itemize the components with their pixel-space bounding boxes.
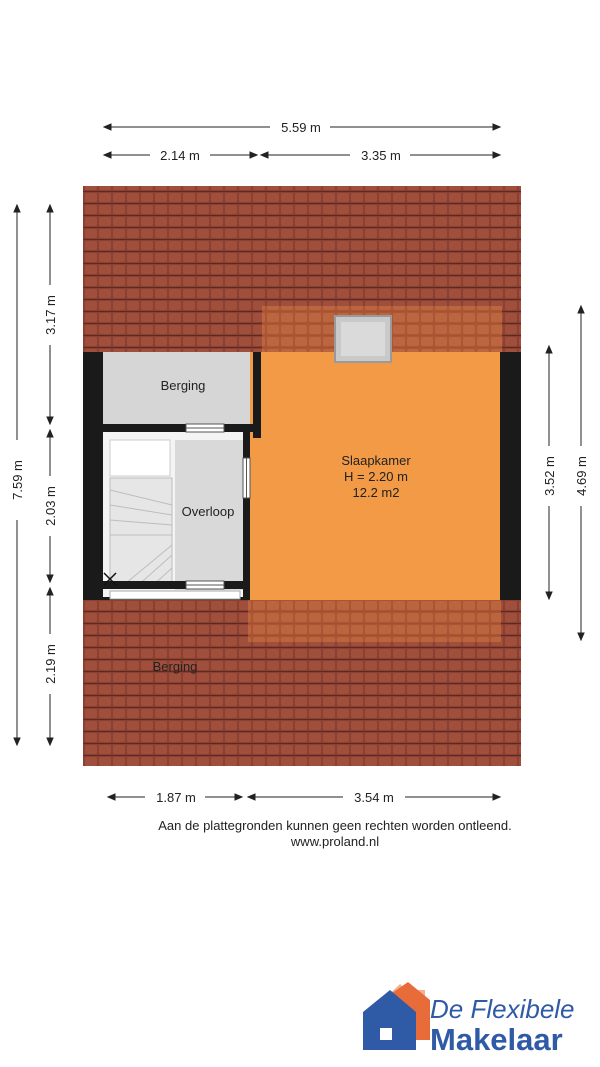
wall-left [83, 352, 103, 600]
roof-bottom-orange [248, 600, 501, 642]
dim-top-left [104, 148, 257, 163]
label-slaapkamer: Slaapkamer [341, 453, 411, 468]
dim-bottom-left-label: 1.87 m [156, 790, 196, 805]
dim-bottom-right-label: 3.54 m [354, 790, 394, 805]
wall-berging-bottom [103, 424, 261, 432]
disclaimer-text: Aan de plattegronden kunnen geen rechten worden ontleend. [158, 818, 512, 833]
dim-bottom-left [108, 790, 242, 805]
footer-disclaimer [0, 818, 600, 850]
dim-left-mid [43, 430, 58, 582]
dim-right-inner-label: 3.52 m [542, 456, 557, 496]
dim-left-total-label: 7.59 m [10, 460, 25, 500]
dim-top-right [261, 148, 500, 163]
dim-top-left-label: 2.14 m [160, 148, 200, 163]
dim-top-right-label: 3.35 m [361, 148, 401, 163]
door-berging [186, 424, 224, 432]
dim-right-outer-label: 4.69 m [574, 456, 589, 496]
logo-line1: De Flexibele [430, 994, 575, 1024]
dim-bottom-right [248, 790, 500, 805]
wall-right [500, 352, 521, 600]
dim-left-bottom [43, 588, 58, 745]
dim-right-outer [574, 306, 589, 640]
dim-left-top-label: 3.17 m [43, 295, 58, 335]
brand-logo [430, 996, 575, 1055]
wall-hall-right [243, 432, 250, 600]
stair-void [110, 440, 170, 476]
website-text: www.proland.nl [290, 834, 380, 849]
dim-top-total-label: 5.59 m [281, 120, 321, 135]
attic-hatch [110, 591, 240, 599]
dim-left-mid-label: 2.03 m [43, 486, 58, 526]
logo-line2: Makelaar [430, 1022, 563, 1057]
dim-top-total [104, 120, 500, 135]
house-logo-icon [363, 982, 430, 1050]
label-berging-bottom: Berging [152, 659, 198, 674]
door-slaapkamer [243, 458, 250, 498]
label-overloop: Overloop [181, 504, 235, 519]
dim-left-total [10, 205, 25, 745]
dim-left-top [43, 205, 58, 424]
dim-left-bottom-label: 2.19 m [43, 644, 58, 684]
label-berging-top: Berging [160, 378, 206, 393]
staircase [110, 478, 172, 588]
label-slaapkamer-area: 12.2 m2 [352, 485, 400, 500]
label-slaapkamer-height: H = 2.20 m [344, 469, 408, 484]
wall-hall-bottom [103, 581, 250, 589]
dim-right-inner [542, 346, 557, 599]
door-berging-bottom [186, 581, 224, 589]
skylight-inner [341, 322, 385, 356]
